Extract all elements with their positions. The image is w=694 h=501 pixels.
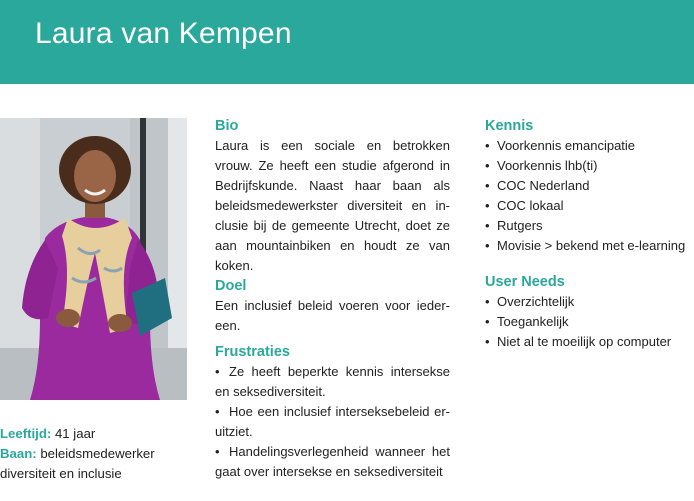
frustratie-item: • Ze heeft beperkte kennis intersekse en seksediversiteit. (215, 364, 450, 399)
user-needs-list (485, 292, 694, 352)
persona-meta (0, 424, 190, 484)
frustraties-heading: Frustraties (215, 344, 290, 360)
header-banner (0, 0, 694, 84)
age-value: 41 jaar (54, 426, 96, 441)
doel-section (215, 276, 450, 336)
user-needs-heading: User Needs (485, 274, 565, 290)
column-left (215, 116, 450, 486)
job-value-line2: diversiteit en inclusie (0, 466, 122, 481)
kennis-section (485, 116, 694, 256)
persona-photo (0, 118, 187, 400)
frustratie-item: • Hoe een inclusief interseksebeleid er-uitziet. (215, 404, 450, 439)
list-item: • Movisie > bekend met e-learning (485, 236, 694, 256)
kennis-heading: Kennis (485, 118, 534, 134)
job-row (0, 444, 190, 464)
list-item: • Toegankelijk (485, 312, 694, 332)
doel-heading: Doel (215, 278, 247, 294)
persona-name: Laura van Kempen (35, 17, 292, 50)
bullet-icon: • (215, 444, 220, 459)
frustraties-section (215, 342, 450, 482)
user-needs-section (485, 272, 694, 352)
job-label: Baan: (0, 446, 37, 461)
kennis-list (485, 136, 694, 256)
bullet-icon: • (215, 364, 220, 379)
bio-heading: Bio (215, 118, 239, 134)
age-row (0, 424, 190, 444)
bullet-icon: • (215, 404, 220, 419)
list-item: • Voorkennis lhb(ti) (485, 156, 694, 176)
frustratie-item: • Handelingsverlegenheid wanneer het gaat over intersekse en seksediversiteit (215, 444, 450, 479)
list-item: • COC Nederland (485, 176, 694, 196)
list-item: • Overzichtelijk (485, 292, 694, 312)
list-item: • Voorkennis emancipatie (485, 136, 694, 156)
doel-text: Een inclusief beleid voeren voor ieder-een. (215, 298, 450, 333)
list-item: • COC lokaal (485, 196, 694, 216)
bio-text: Laura is een sociale en betrokken vrouw. Ze heeft een studie afgerond in Bedrijfskunde. Naast haar baan als beleidsmedewerkster diversiteit en in-clusie bij de gemeente Utrecht, doet ze aan mountainbiken en houdt ze van koken. (215, 138, 450, 273)
age-label: Leeftijd: (0, 426, 52, 441)
list-item: • Rutgers (485, 216, 694, 236)
bio-section (215, 116, 450, 276)
list-item: • Niet al te moeilijk op computer (485, 332, 694, 352)
column-right (485, 116, 694, 356)
job-value-line1: beleidsmedewerker (40, 446, 155, 461)
